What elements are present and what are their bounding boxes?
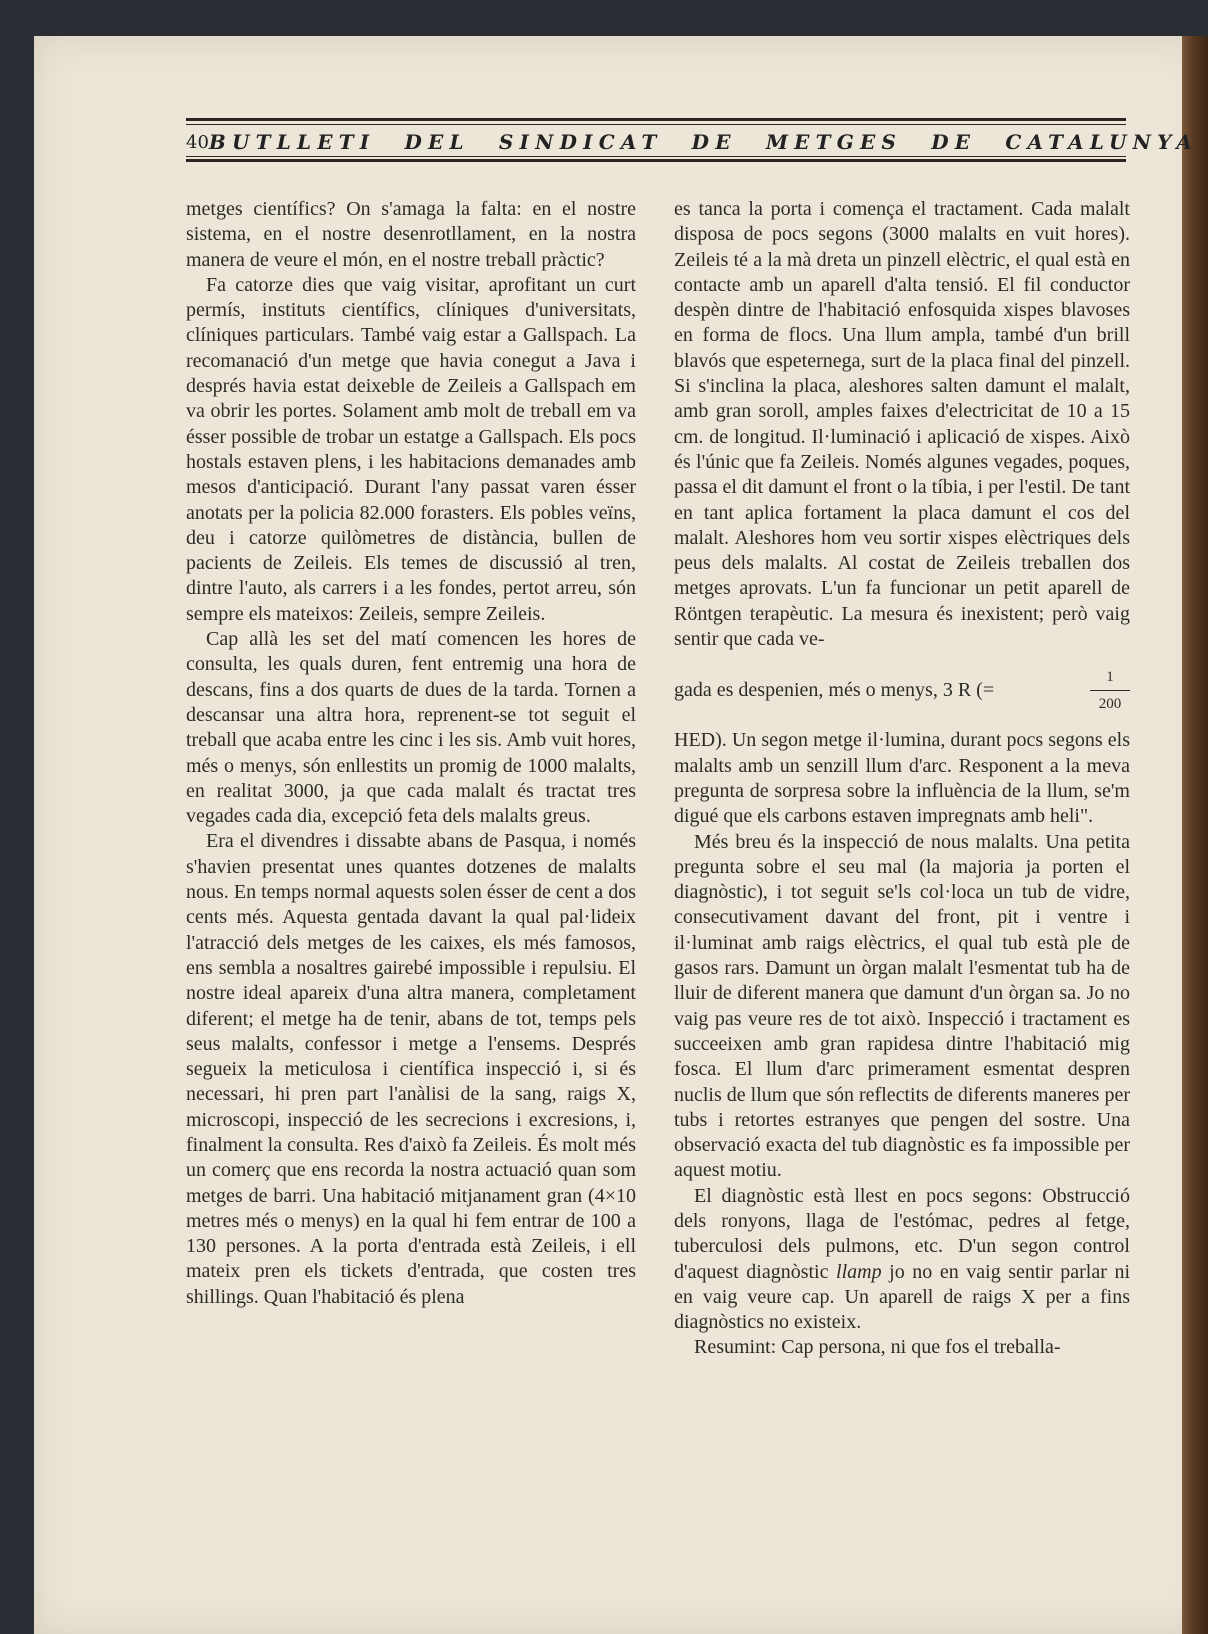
paragraph: Més breu és la inspecció de nous malalts. Una petita pregunta sobre el seu mal (la majoria ja porten el diagnòstic), i tot seguit se'ls col·loca un tub de vidre, consecutivament davant del front, pit i ventre i il·luminat amb raigs elèctrics, el qual tub està ple de gasos rars. Damunt un òrgan malalt l'esmentat tub ha de lluir de diferent manera que damunt d'un òrgan sa. Jo no vaig pas veure res de tot això. Inspecció i tractament es succeeixen amb gran rapidesa dintre l'habitació mig fosca. El llum d'arc primerament esmentat despren nuclis de llum que són reflectits de diferents maneres per tubs i retortes estranyes que pengen del sostre. Una observació exacta del tub diagnòstic es fa impossible per aquest motiu. xyxy=(674,830,1130,1182)
paragraph: Resumint: Cap persona, ni que fos el treballa- xyxy=(694,1336,1061,1359)
formula-text: gada es despenien, més o menys, 3 R (= xyxy=(674,678,995,701)
left-column xyxy=(186,197,636,1310)
italic-term: llamp xyxy=(836,1260,882,1283)
header-rule-bottom-thin xyxy=(186,156,1126,157)
fraction-bar xyxy=(1090,690,1130,691)
header-rule-top-thin xyxy=(186,124,1126,125)
dose-formula xyxy=(674,652,1130,728)
running-header xyxy=(186,118,1199,164)
page-number: 40 xyxy=(186,131,209,153)
right-column xyxy=(674,197,1130,1361)
formula-fraction xyxy=(1090,668,1130,713)
book-spine xyxy=(1182,36,1208,1634)
paragraph xyxy=(674,1184,1130,1336)
paragraph: Fa catorze dies que vaig visitar, aprofitant un curt permís, instituts científics, clíniques d'universitats, clíniques particulars. També vaig estar a Gallspach. La recomanació d'un metge que havia conegut a Java i després havia estat deixeble de Zeileis a Gallspach em va obrir les portes. Solament amb molt de treball em va ésser possible de trobar un estatge a Gallspach. Els pocs hostals estaven plens, i les habitacions demanades amb mesos d'anticipació. Durant l'any passat varen ésser anotats per la policia 82.000 forasters. Els pobles veïns, deu i catorze quilòmetres de distància, bullen de pacients de Zeileis. Els temes de discussió al tren, dintre l'auto, als carrers i a les fondes, pertot arreu, són sempre els mateixos: Zeileis, sempre Zeileis. xyxy=(186,273,636,625)
fraction-denominator: 200 xyxy=(1098,695,1122,712)
paragraph: HED). Un segon metge il·lumina, durant pocs segons els malalts amb un senzill llum d'arc. Responent a la meva pregunta de sorpresa sobre la influència de la llum, se'm digué que els carbons estaven impregnats amb heli". xyxy=(674,729,1130,828)
fraction-numerator: 1 xyxy=(1106,668,1114,685)
header-rule-top-thick xyxy=(186,118,1126,121)
paragraph: Cap allà les set del matí comencen les hores de consulta, les quals duren, fent entremig una hora de descans, fins a dos quarts de dues de la tarda. Tornen a descansar una altra hora, reprenent-se tot seguit el treball que acaba entre les cinc i les sis. Amb vuit hores, més o menys, són enllestits un promig de 1000 malalts, en realitat 3000, ja que cada malalt és tractat tres vegades cada dia, excepció feta dels malalts greus. xyxy=(186,628,636,828)
running-title: BUTLLETI DEL SINDICAT DE METGES DE CATALUNYA xyxy=(208,130,1199,154)
paragraph: es tanca la porta i comença el tractament. Cada malalt disposa de pocs segons (3000 malalts en vuit hores). Zeileis té a la mà dreta un pinzell elèctric, el qual està en contacte amb un aparell d'alta tensió. El fil conductor despèn dintre de l'habitació enfosquida xispes blavoses en forma de flocs. Una llum ampla, també d'un brill blavós que espeternega, surt de la placa final del pinzell. Si s'inclina la placa, aleshores salten damunt el malalt, amb gran soroll, amples faixes d'electricitat de 10 a 15 cm. de longitud. Il·luminació i aplicació de xispes. Això és l'únic que fa Zeileis. Només algunes vegades, poques, passa el dit damunt el front o la tíbia, i per l'estil. De tant en tant aplica fortament la placa damunt el cos del malalt. Aleshores hom veu sortir xispes elèctriques dels peus dels malalts. Al costat de Zeileis treballen dos metges aprovats. L'un fa funcionar un petit aparell de Röntgen terapèutic. La mesura és inexistent; però vaig sentir que cada ve- xyxy=(674,198,1130,651)
header-rule-bottom-thick xyxy=(186,159,1126,162)
header-title-row xyxy=(186,128,1199,156)
paragraph-text: jo no en vaig sentir parlar ni en vaig veure cap. Un aparell de raigs X per a fins diagnòstics no existeix. xyxy=(674,1260,1130,1334)
paragraph-text: El diagnòstic està llest en pocs segons: Obstrucció dels ronyons, llaga de l'estómac, pedres al fetge, tuberculosi dels pulmons, etc. D'un segon control d'aquest diagnòstic xyxy=(674,1184,1130,1283)
paragraph: metges científics? On s'amaga la falta: en el nostre sistema, en el nostre desenrotllament, en la nostra manera de veure el món, en el nostre treball pràctic? xyxy=(186,198,636,271)
paragraph: Era el divendres i dissabte abans de Pasqua, i només s'havien presentat unes quantes dotzenes de malalts nous. En temps normal aquests solen ésser de cent a dos cents més. Aquesta gentada davant la qual pal·lideix l'atracció dels metges de les caixes, els més famosos, ens sembla a nosaltres gairebé impossible i repulsiu. El nostre ideal apareix d'una altra manera, completament diferent; el metge ha de tenir, abans de tot, temps pels seus malalts, confessor i metge a l'ensems. Després segueix la meticulosa i científica inspecció i, si és necessari, hi pren part l'anàlisi de la sang, raigs X, microscopi, inspecció de les secrecions i excresions, i, finalment la consulta. Res d'això fa Zeileis. És molt més un comerç que ens recorda la nostra actuació quan som metges de barri. Una habitació mitjanament gran (4×10 metres més o menys) en la qual hi fem entrar de 100 a 130 persones. A la porta d'entrada està Zeileis, i ell mateix pren els tickets d'entrada, que costen tres shillings. Quan l'habitació és plena xyxy=(186,830,636,1308)
